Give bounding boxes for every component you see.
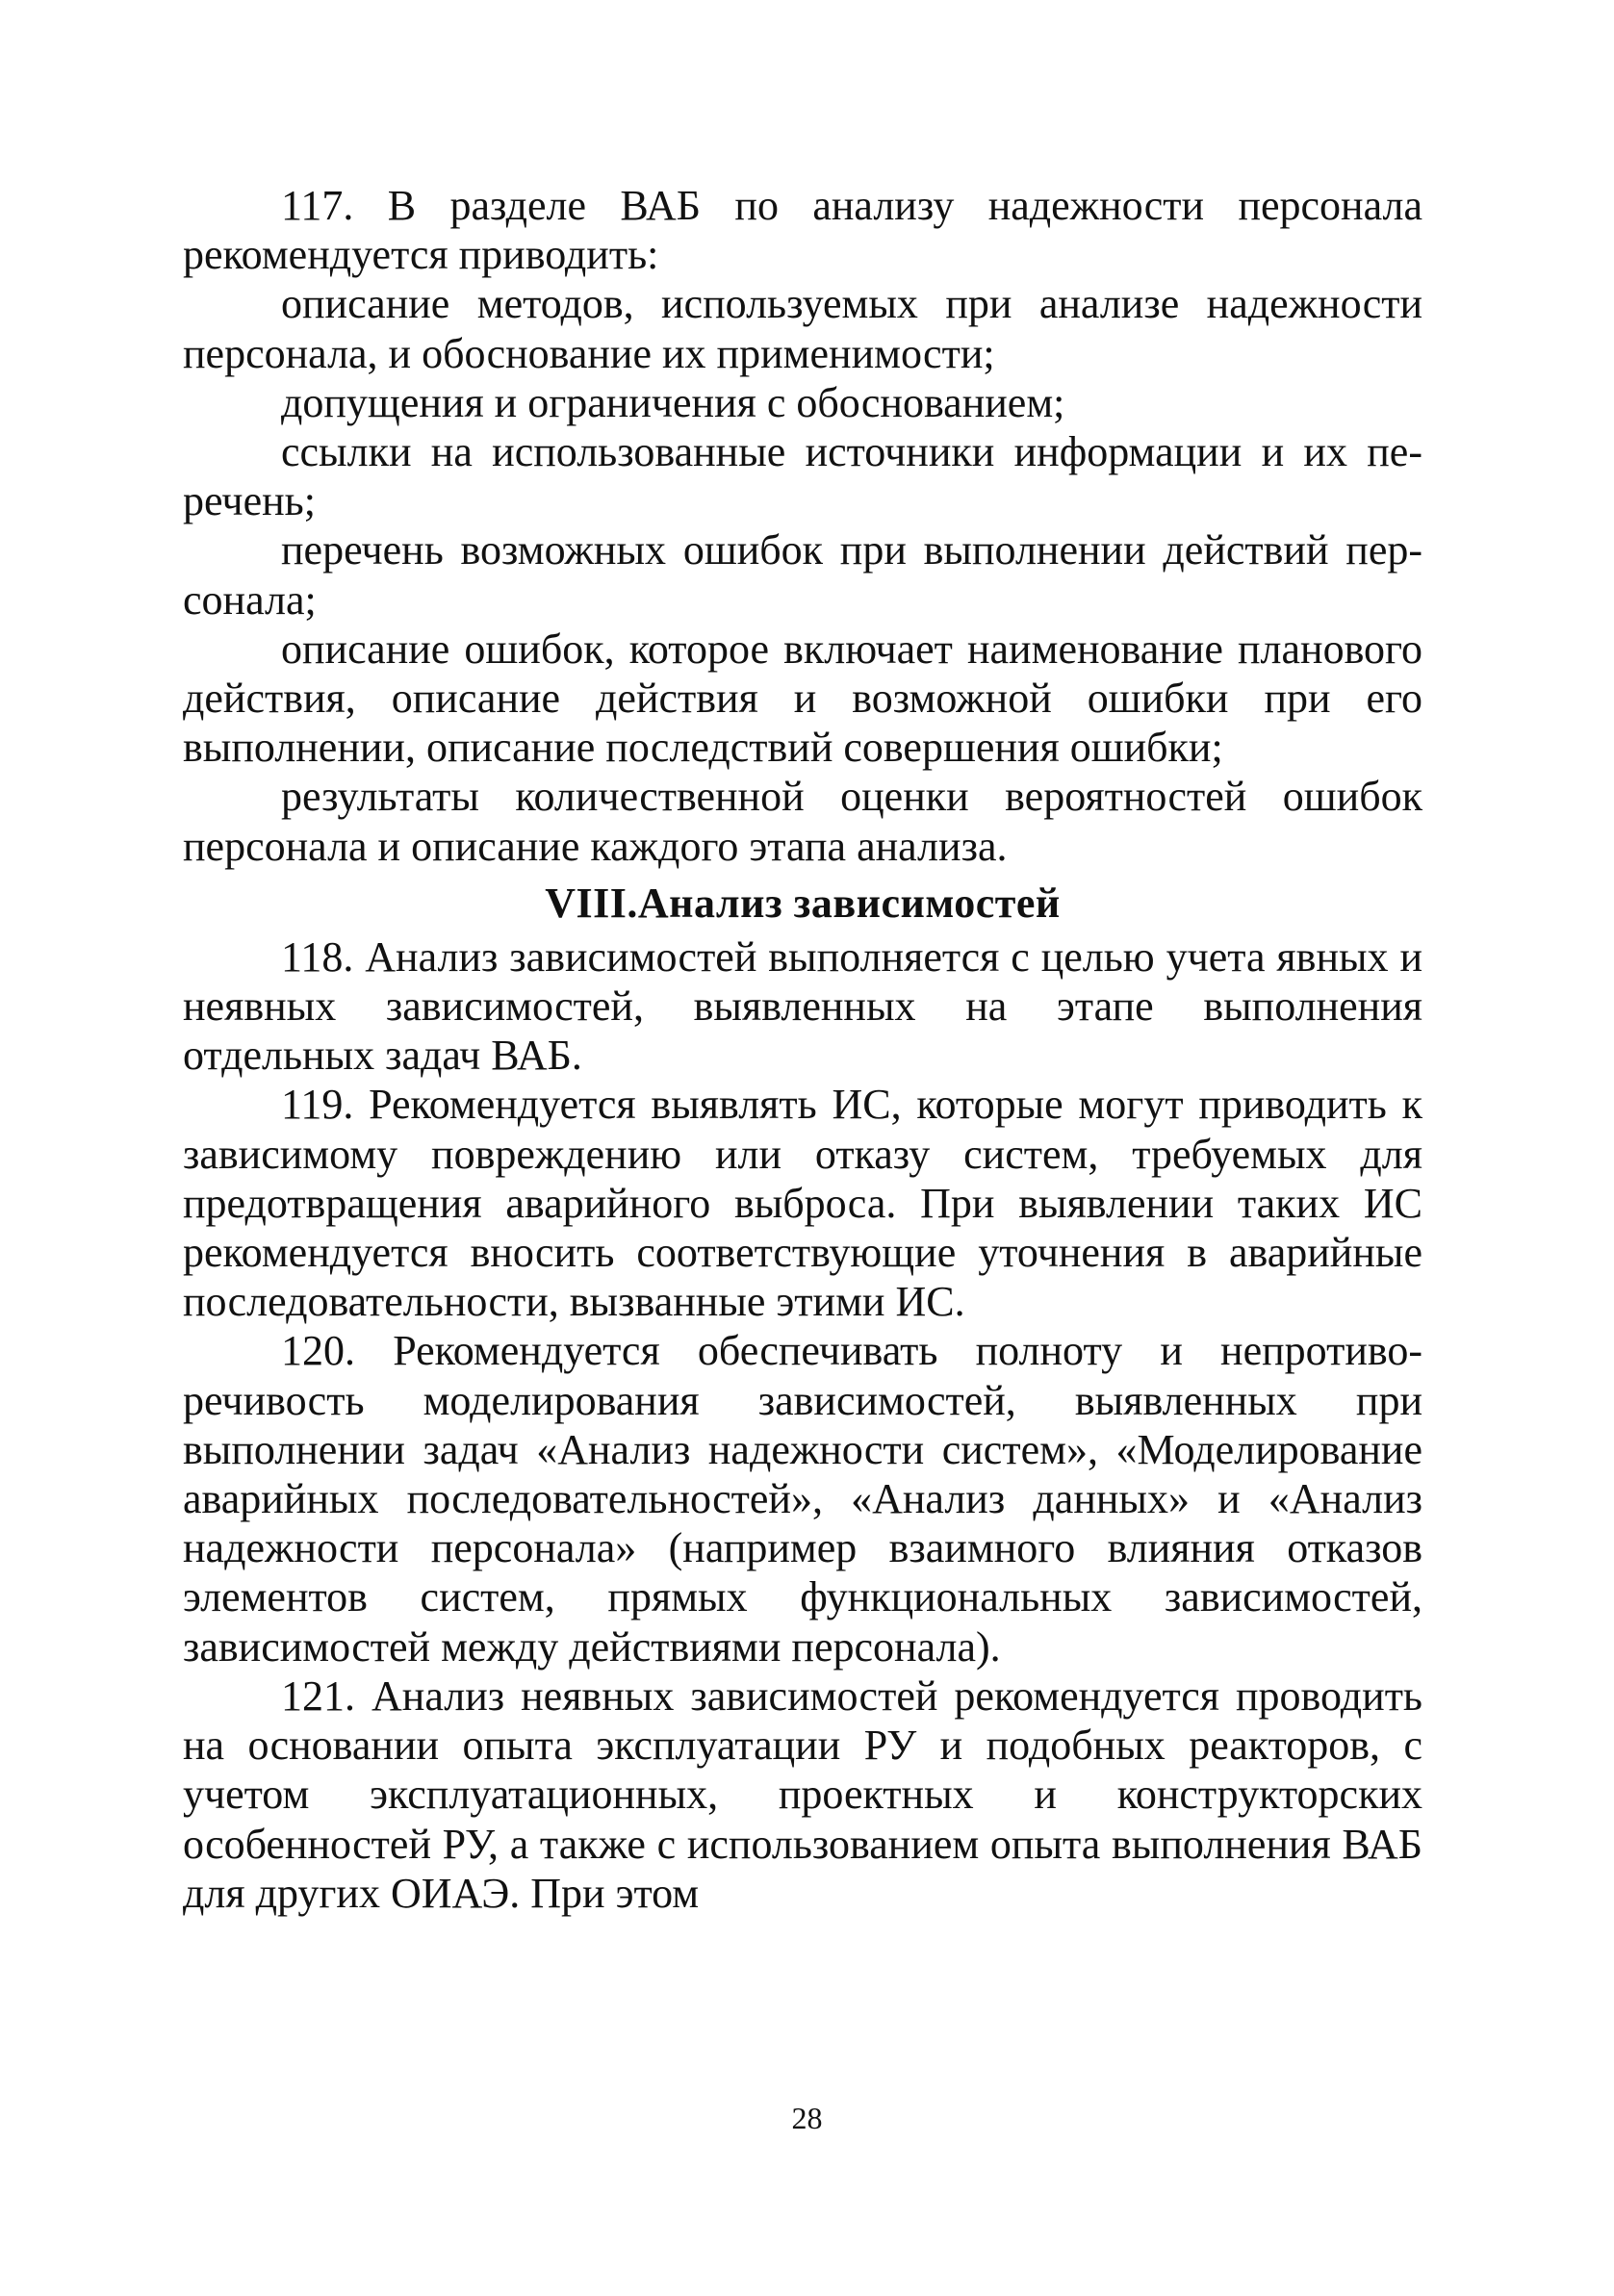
paragraph-120: 120. Рекомендуется обеспечивать полноту и непротиворечивость моделирования зависимостей, выявленных при выполнении задач «Анализ надежности систем», «Моделирование аварийных последовательностей», «Анализ данных» и «Анализ надежности персонала» (например взаимного влияния отказов элементов систем, прямых функциональных зависимостей, зависимостей между действиями персонала). [183,1327,1422,1671]
paragraph-118: 118. Анализ зависимостей выполняется с целью учета явных и неявных зависимостей, выявленных на этапе выполнения отдельных задач ВАБ. [183,932,1422,1080]
paragraph-121: 121. Анализ неявных зависимостей рекомендуется проводить на основании опыта эксплуатации РУ и подобных реакторов, с учетом эксплуатационных, проектных и конструкторских особенностей РУ, а также с использованием опыта выполнения ВАБ для других ОИАЭ. При этом [183,1671,1422,1917]
paragraph-119: 119. Рекомендуется выявлять ИС, которые могут приводить к зависимому повреждению или отказу систем, требуемых для предотвращения аварийного выброса. При выявлении таких ИС рекомендуется вносить соответствующие уточнения в аварийные последовательности, вызванные этими ИС. [183,1081,1422,1326]
list-item-error-description: описание ошибок, которое включает наименование планового действия, описание действия и возможной ошибки при его выполнении, описание последствий совершения ошибки; [183,625,1422,772]
page-number: 28 [791,2101,823,2135]
paragraph-117: 117. В разделе ВАБ по анализу надежности персонала рекомендуется приводить: [183,182,1422,279]
list-item-quantitative-results: результаты количественной оценки вероятностей ошибок персонала и описание каждого этапа анализа. [183,773,1422,870]
document-page [183,181,1422,1918]
list-item-references: ссылки на использованные источники информации и их перечень; [183,428,1422,525]
list-item-methods: описание методов, используемых при анализе надежности персонала, и обоснование их применимости; [183,280,1422,377]
list-item-assumptions: допущения и ограничения с обоснованием; [281,378,1065,426]
list-item-possible-errors: перечень возможных ошибок при выполнении действий персонала; [183,526,1422,624]
section-heading: VIII.Анализ зависимостей [545,879,1061,927]
